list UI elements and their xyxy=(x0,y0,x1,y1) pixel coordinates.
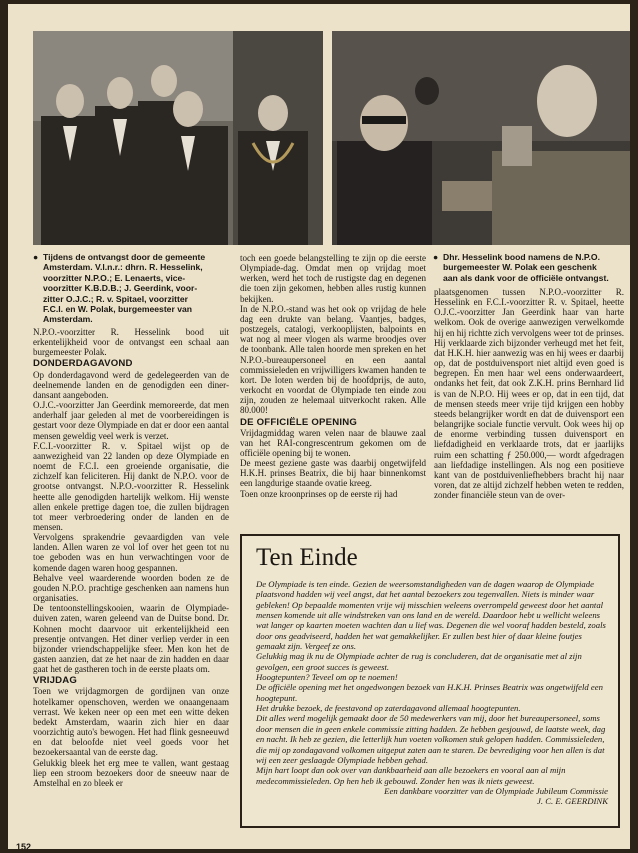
caption-bullet: ● xyxy=(433,252,439,262)
body-paragraph: Vrijdagmiddag waren velen naar de blauwe zaal van het RAI-congrescentrum gekomen om de officiële opening bij te wonen. xyxy=(240,427,426,458)
box-paragraph: Mijn hart loopt dan ook over van dankbaarheid aan alle bezoekers en vooral aan al mijn medecommissieleden. Op hen heb ik gebouwd. Zonder hen was ik niets geweest. xyxy=(256,765,566,786)
caption-bullet: ● xyxy=(33,252,39,262)
ten-einde-box xyxy=(240,534,620,828)
box-paragraph: De Olympiade is ten einde. Gezien de weersomstandigheden van de dagen waarop de Olympiade plaatsvond hadden wij veel angst, dat het aantal bezoekers zou tegenvallen. Niets is minder waar gebleken! Op bepaalde momenten vrije wij misschien weleens overrompeld geweest door het aantal mensen komende uit alle windstreken van ons land en de wereld. Daardoor hebt u wellicht weleens wat langer op kaarten moeten wachten dan u lief was. Degenen die wel vooraf hadden besteld, zoals door ons geadviseerd, hadden het wat gemakkelijker. Er zullen best hier of daar kleine foutjes gemaakt zijn. Vergeef ze ons. xyxy=(256,579,606,652)
body-paragraph: plaatsgenomen tussen N.P.O.-voorzitter R. Hesselink en F.C.I.-voorzitter R. v. Spitael, heette O.J.C.-voorzitter Jan Geerdink haar van harte welkom. Ook de overige aanwezigen verwelkomde hij en hij richtte zich vervolgens weer tot de prinses. Hij verklaarde zich bijzonder verheugd met het feit, dat H.K.H. hier aanwezig was en hij wees er daarbij op, dat de postduivensport niet altijd even goed is begrepen. En men haar wel eens onderwaardeert, ondanks het feit, dat ook Z.K.H. prins Bernhard lid is van de N.P.O. Hij wees er op, dat in een tijd, dat de mensen steeds meer vrije tijd krijgen een hobby steeds belangrijker wordt en dat de duivensport een belangrijke sociale functie vervult. Ook wees hij op de enorme verbinding tussen duivensport en liefdadigheid en verklaarde trots, dat er jaarlijks ruim een schatting ƒ 250.000,— wordt afgedragen aan liefdadige instellingen. Als nog een positieve kant van de postduivenliefhebbers bracht hij naar voren, dat ze altijd zichzelf hebben weten te redden, zonder financiële steun van de over- xyxy=(434,287,624,501)
caption-line: F.C.I. en W. Polak, burgemeester van xyxy=(43,304,193,315)
caption-right xyxy=(433,252,630,283)
photo-handover xyxy=(332,31,630,245)
caption-line: voorzitter K.B.D.B.; J. Geerdink, voor- xyxy=(43,283,198,294)
section-heading: DE OFFICIËLE OPENING xyxy=(240,416,358,428)
caption-line: Dhr. Hesselink bood namens de N.P.O. xyxy=(443,252,600,262)
caption-left xyxy=(33,252,248,325)
body-paragraph: Gelukkig bleek het erg mee te vallen, want gestaag liep een stroom bezoekers door de sneeuw naar de Amstelhal en zo bleek er xyxy=(33,757,229,788)
box-paragraph: Hoogtepunten? Teveel om op te noemen! xyxy=(256,672,398,683)
body-paragraph: Behalve veel waarderende woorden boden ze de gouden N.P.O. prachtige geschenken aan namens hun organisaties. xyxy=(33,572,229,604)
box-paragraph: Het drukke bezoek, de feestavond op zaterdagavond allemaal hoogtepunten. xyxy=(256,703,521,714)
section-heading: DONDERDAGAVOND xyxy=(33,358,133,370)
photo-reception-group xyxy=(33,31,323,245)
body-paragraph: Toen we vrijdagmorgen de gordijnen van onze hotelkamer openschoven, werden we onaangenaam verrast. We keken neer op een met een witte deken bedekt Amsterdam, waarin zich hier en daar voorzichtig auto's bewogen. Het had flink gesneeuwd en dat beloofde niet veel goeds voor het bezoekersaantal van de eerste dag. xyxy=(33,686,229,758)
caption-line: burgemeester W. Polak een geschenk xyxy=(443,262,597,273)
box-signature: J. C. E. GEERDINK xyxy=(537,796,608,807)
caption-line: aan als dank voor de officiële ontvangst. xyxy=(443,272,609,283)
text-column-2 xyxy=(240,253,426,499)
caption-line: Tijdens de ontvangst door de gemeente xyxy=(43,252,206,262)
body-paragraph: N.P.O.-voorzitter R. Hesselink bood uit erkentelijkheid voor de ontvangst een schaal aan burgemeester Polak. xyxy=(33,327,229,358)
body-paragraph: De meest geziene gaste was daarbij ongetwijfeld H.K.H. prinses Beatrix, die bij haar binnenkomst een langdurige staande ovatie kreeg. xyxy=(240,458,426,489)
body-paragraph: In de N.P.O.-stand was het ook op vrijdag de hele dag een drukte van belang. Vaantjes, badges, postzegels, catalogi, verkooplijsten, balpoints en wat nog al meer vlogen als warme broodjes over de toonbank. Alle talen hoorde men spreken en het N.P.O.-bureaupersoneel en een aantal commissieleden en vrijwilligers kwamen handen te kort. De loten werden bij de hoofdprijs, de auto, verkocht en voordat de Olympiade ten einde zou zijn, zouden ze helemaal uitverkocht raken. Alle 80.000! xyxy=(240,303,426,416)
body-paragraph: F.C.I.-voorzitter R. v. Spitael wijst op de aanwezigheid van 22 landen op deze Olympiade en noemt de F.C.I. een groeiende organisatie, die zichzelf kan feliciteren. Hij dankt de N.P.O. voor de grootse ontvangst. N.P.O.-voorzitter R. Hesselink heette alle genodigden hartelijk welkom. Hij wenste allen enkele prettige dagen toe, die zullen bijdragen tot meer verbroedering onder de landen en de mensen. xyxy=(33,440,229,532)
body-paragraph: Vervolgens sprakendrie gevaardigden van vele landen. Allen waren ze vol lof over het geen tot nu toe geboden was en hun verwachtingen voor de komende dagen waren hoog gespannen. xyxy=(33,532,229,573)
text-column-1 xyxy=(33,327,229,788)
caption-line: Amsterdam. V.l.n.r.: dhrn. R. Hesselink, xyxy=(43,262,203,273)
body-paragraph: toch een goede belangstelling te zijn op die eerste Olympiade-dag. Omdat men op vrijdag moet werken, werd het toch de rustigste dag en degenen die toen zijn gekomen, hebben alles rustig kunnen bekijken. xyxy=(240,253,426,304)
box-paragraph: De officiële opening met het ongedwongen bezoek van H.K.H. Prinses Beatrix was ongetwijfeld een hoogtepunt. xyxy=(256,682,603,703)
box-closing: Een dankbare voorzitter van de Olympiade Jubileum Commissie xyxy=(384,785,608,796)
section-heading: VRIJDAG xyxy=(33,675,78,687)
box-body xyxy=(256,579,608,807)
body-paragraph: De tentoonstellingskooien, waarin de Olympiade-duiven zaten, waren geleend van de Duitse bond. Dr. Kohnen mocht daarvoor uit erkentelijkheid een presentje ontvangen. Het diner verliep verder in een bijzonder vriendschappelijke sfeer. Men kon het de gasten aanzien, dat ze het naar de zin hadden en daar gaat het de gastheren toch in de eerste plaats om. xyxy=(33,603,229,675)
body-paragraph: Toen onze kroonprinses op de eerste rij had xyxy=(240,488,398,499)
caption-line: Amsterdam. xyxy=(43,314,93,325)
body-paragraph: O.J.C.-voorzitter Jan Geerdink memoreerde, dat men anderhalf jaar geleden al met de voorbereidingen is gestart voor deze Olympiade en dat er door een aantal mensen geweldig veel werk is verzet. xyxy=(33,400,229,441)
caption-line: zitter O.J.C.; R. v. Spitael, voorzitter xyxy=(43,293,189,304)
text-column-3 xyxy=(434,287,624,500)
box-title: Ten Einde xyxy=(256,544,358,571)
body-paragraph: Op donderdagavond werd de gedelegeerden van de deelnemende landen en de genodigden een diner-dansant aangeboden. xyxy=(33,369,229,400)
box-paragraph: Gelukkig mag ik nu de Olympiade achter de rug is concluderen, dat de organisatie met al zijn gevolgen, een groot succes is geweest. xyxy=(256,651,582,672)
page-number: 152 xyxy=(16,842,32,849)
magazine-page xyxy=(8,4,630,849)
caption-line: voorzitter N.P.O.; E. Lenaerts, vice- xyxy=(43,272,186,283)
box-paragraph: Dit alles werd mogelijk gemaakt door de 50 medewerkers van mij, door het bureaupersoneel, soms door mensen die in geen enkele commissie zitting hadden. Ze hebben gesjouwd, de laatste week, dag en nacht. Ik heb ze gezien, die letterlijk hun voeten volkomen stuk gelopen hadden. Commissieleden, die mij op zondagavond volkomen uitgeput zaten aan te staren. De bevrediging voor hen allen is dat wij een zeer geslaagde Olympiade hebben gehad. xyxy=(256,713,606,765)
